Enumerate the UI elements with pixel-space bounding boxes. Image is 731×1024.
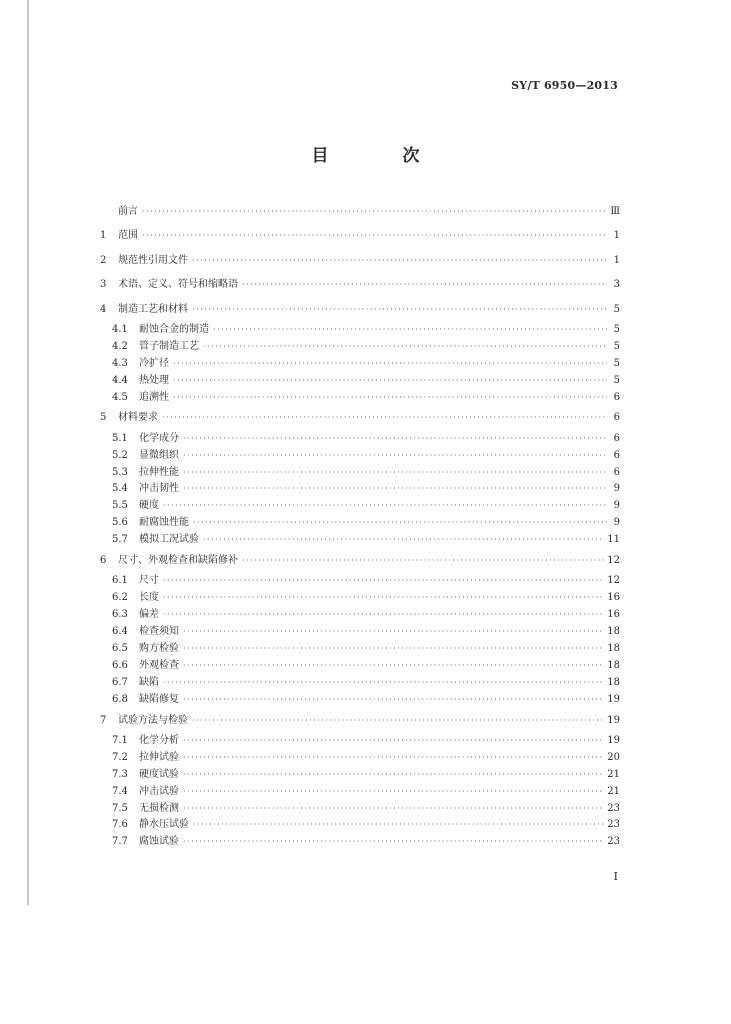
- toc-entry-label: 拉伸试验: [139, 751, 179, 763]
- dot-leader: [163, 498, 607, 515]
- toc-entry-page: 19: [607, 714, 620, 726]
- toc-entry-label: 硬度试验: [139, 768, 179, 780]
- toc-entry-page: 19: [607, 693, 620, 705]
- dot-leader: [203, 532, 604, 549]
- toc-entry[interactable]: [100, 750, 620, 767]
- dot-leader: [183, 784, 604, 801]
- toc-entry-number: 7.3: [112, 768, 128, 780]
- toc-entry-page: 6: [613, 466, 620, 478]
- toc-entry-page: 3: [613, 279, 620, 291]
- toc-entry[interactable]: [100, 498, 620, 515]
- toc-entry[interactable]: [100, 709, 620, 733]
- toc-entry-page: 6: [613, 449, 620, 461]
- dot-leader: [163, 573, 604, 590]
- toc-entry-label: 长度: [139, 592, 159, 604]
- toc-entry-label: 制造工艺和材料: [118, 303, 188, 315]
- toc-entry-number: 7.7: [112, 836, 128, 848]
- toc-entry-label: 外观检查: [139, 659, 179, 671]
- toc-entry-page: 5: [613, 374, 620, 386]
- toc-entry-label: 模拟工况试验: [139, 534, 199, 546]
- dot-leader: [183, 641, 604, 658]
- toc-entry-number: 4.4: [112, 374, 128, 386]
- toc-entry-label: 追溯性: [139, 391, 169, 403]
- dot-leader: [242, 273, 607, 297]
- toc-entry-number: 5: [100, 412, 107, 424]
- toc-entry-page: 9: [613, 500, 620, 512]
- toc-entry[interactable]: [100, 298, 620, 322]
- toc-entry[interactable]: [100, 549, 620, 573]
- dot-leader: [193, 515, 607, 532]
- toc-entry-number: 4.5: [112, 391, 128, 403]
- toc-entry-number: 4.1: [112, 323, 128, 335]
- toc-entry[interactable]: [100, 448, 620, 465]
- toc-entry-label: 化学成分: [139, 432, 179, 444]
- toc-entry-label: 材料要求: [118, 412, 158, 424]
- toc-entry-number: 5.1: [112, 432, 128, 444]
- toc-entry-number: 6.8: [112, 693, 128, 705]
- toc-entry[interactable]: [100, 658, 620, 675]
- toc-entry-label: 范围: [118, 230, 138, 242]
- toc-entry-number: 7.1: [112, 734, 128, 746]
- toc-entry[interactable]: [100, 767, 620, 784]
- toc-entry-page: 23: [607, 836, 620, 848]
- toc-entry-number: 5.7: [112, 534, 128, 546]
- toc-entry-page: 23: [607, 819, 620, 831]
- page-edge: [27, 0, 29, 905]
- toc-entry[interactable]: [100, 641, 620, 658]
- toc-entry-number: 6.3: [112, 609, 128, 621]
- toc-entry-page: 6: [613, 391, 620, 403]
- toc-entry-label: 管子制造工艺: [139, 340, 199, 352]
- toc-entry-number: 5.2: [112, 449, 128, 461]
- toc-entry-page: 12: [607, 575, 620, 587]
- toc-entry-number: 6.2: [112, 592, 128, 604]
- toc-entry-number: 7: [100, 714, 107, 726]
- toc-entry-label: 前言: [118, 206, 138, 217]
- toc-entry-label: 冷扩径: [139, 357, 169, 369]
- toc-entry-page: 23: [607, 802, 620, 814]
- toc-entry[interactable]: [100, 515, 620, 532]
- toc-entry-page: 18: [607, 676, 620, 688]
- toc-entry-number: 7.6: [112, 819, 128, 831]
- dot-leader: [192, 249, 607, 273]
- toc-entry-page: 5: [613, 357, 620, 369]
- dot-leader: [183, 692, 604, 709]
- toc-entry-number: 7.2: [112, 751, 128, 763]
- toc-entry-label: 耐腐蚀性能: [139, 517, 189, 529]
- toc-entry-number: 7.5: [112, 802, 128, 814]
- dot-leader: [173, 390, 607, 407]
- table-of-contents: [100, 200, 620, 851]
- toc-entry-label: 化学分析: [139, 734, 179, 746]
- dot-leader: [183, 481, 607, 498]
- dot-leader: [213, 322, 607, 339]
- toc-entry-label: 购方检验: [139, 642, 179, 654]
- dot-leader: [183, 767, 604, 784]
- dot-leader: [183, 801, 604, 818]
- dot-leader: [183, 448, 607, 465]
- toc-entry-number: 5.4: [112, 483, 128, 495]
- toc-entry-page: 16: [607, 609, 620, 621]
- toc-entry-page: 18: [607, 659, 620, 671]
- toc-entry[interactable]: [100, 481, 620, 498]
- toc-entry[interactable]: [100, 200, 620, 224]
- toc-entry-label: 尺寸: [139, 575, 159, 587]
- toc-entry-number: 4: [100, 303, 107, 315]
- toc-entry[interactable]: [100, 834, 620, 851]
- toc-entry[interactable]: [100, 249, 620, 273]
- toc-entry-label: 显微组织: [139, 449, 179, 461]
- toc-entry[interactable]: [100, 624, 620, 641]
- standard-code: SY/T 6950—2013: [511, 79, 618, 92]
- toc-entry-page: 5: [613, 340, 620, 352]
- toc-entry-label: 冲击韧性: [139, 483, 179, 495]
- toc-entry-page: 11: [607, 534, 620, 546]
- toc-entry[interactable]: [100, 532, 620, 549]
- toc-entry-label: 硬度: [139, 500, 159, 512]
- toc-entry-label: 试验方法与检验: [118, 714, 188, 726]
- toc-entry[interactable]: [100, 273, 620, 297]
- toc-entry[interactable]: [100, 373, 620, 390]
- page-number: I: [613, 870, 618, 883]
- dot-leader: [183, 624, 604, 641]
- toc-entry-page: 6: [613, 432, 620, 444]
- dot-leader: [183, 658, 604, 675]
- toc-entry-page: 1: [613, 254, 620, 266]
- toc-entry-label: 偏差: [139, 609, 159, 621]
- toc-entry-page: 5: [613, 303, 620, 315]
- toc-entry-number: 5.6: [112, 517, 128, 529]
- toc-entry[interactable]: [100, 573, 620, 590]
- dot-leader: [203, 339, 607, 356]
- toc-entry[interactable]: [100, 817, 620, 834]
- toc-entry[interactable]: [100, 465, 620, 482]
- toc-entry-label: 腐蚀试验: [139, 836, 179, 848]
- dot-leader: [183, 465, 607, 482]
- toc-entry-label: 无损检测: [139, 802, 179, 814]
- toc-entry[interactable]: [100, 390, 620, 407]
- toc-entry-number: 6.7: [112, 676, 128, 688]
- toc-entry-label: 规范性引用文件: [118, 254, 188, 266]
- dot-leader: [163, 675, 604, 692]
- toc-entry-label: 检查须知: [139, 626, 179, 638]
- toc-entry[interactable]: [100, 692, 620, 709]
- dot-leader: [173, 356, 607, 373]
- toc-entry-page: 1: [613, 230, 620, 242]
- dot-leader: [183, 834, 604, 851]
- toc-entry-page: 18: [607, 626, 620, 638]
- toc-entry[interactable]: [100, 339, 620, 356]
- toc-entry-number: 1: [100, 230, 107, 242]
- toc-entry-number: 6: [100, 555, 107, 567]
- toc-entry-page: Ⅲ: [610, 206, 620, 217]
- toc-entry-label: 尺寸、外观检查和缺陷修补: [118, 555, 238, 567]
- dot-leader: [173, 373, 607, 390]
- toc-entry-page: 18: [607, 642, 620, 654]
- toc-entry[interactable]: [100, 431, 620, 448]
- dot-leader: [192, 709, 604, 733]
- toc-entry-label: 热处理: [139, 374, 169, 386]
- toc-entry-label: 缺陷: [139, 676, 159, 688]
- toc-entry[interactable]: [100, 224, 620, 248]
- toc-entry-page: 21: [607, 768, 620, 780]
- toc-entry-number: 6.4: [112, 626, 128, 638]
- toc-entry-page: 21: [607, 785, 620, 797]
- toc-entry-number: 7.4: [112, 785, 128, 797]
- toc-entry-number: 6.1: [112, 575, 128, 587]
- toc-entry-number: 5.3: [112, 466, 128, 478]
- toc-entry[interactable]: [100, 733, 620, 750]
- toc-entry[interactable]: [100, 590, 620, 607]
- dot-leader: [193, 817, 604, 834]
- toc-entry-page: 6: [613, 412, 620, 424]
- toc-entry[interactable]: [100, 675, 620, 692]
- toc-entry-label: 耐蚀合金的制造: [139, 323, 209, 335]
- toc-entry[interactable]: [100, 356, 620, 373]
- dot-leader: [142, 224, 607, 248]
- dot-leader: [183, 733, 604, 750]
- toc-entry-number: 5.5: [112, 500, 128, 512]
- toc-entry-page: 9: [613, 517, 620, 529]
- toc-entry-number: 6.5: [112, 642, 128, 654]
- toc-entry-label: 静水压试验: [139, 819, 189, 831]
- toc-entry-page: 5: [613, 323, 620, 335]
- toc-entry[interactable]: [100, 322, 620, 339]
- toc-entry-label: 拉伸性能: [139, 466, 179, 478]
- toc-entry[interactable]: [100, 406, 620, 430]
- toc-title: 目 次: [311, 146, 454, 166]
- toc-entry[interactable]: [100, 607, 620, 624]
- toc-entry-label: 缺陷修复: [139, 693, 179, 705]
- dot-leader: [163, 607, 604, 624]
- dot-leader: [183, 431, 607, 448]
- dot-leader: [192, 298, 607, 322]
- dot-leader: [142, 200, 607, 224]
- dot-leader: [163, 590, 604, 607]
- toc-entry-number: 4.3: [112, 357, 128, 369]
- toc-entry-number: 6.6: [112, 659, 128, 671]
- toc-entry-page: 12: [607, 555, 620, 567]
- toc-entry-label: 冲击试验: [139, 785, 179, 797]
- toc-entry-number: 4.2: [112, 340, 128, 352]
- toc-entry-page: 19: [607, 734, 620, 746]
- toc-entry-page: 20: [607, 751, 620, 763]
- dot-leader: [183, 750, 604, 767]
- toc-entry-label: 术语、定义、符号和缩略语: [118, 279, 238, 291]
- dot-leader: [242, 549, 604, 573]
- dot-leader: [162, 406, 607, 430]
- toc-entry-number: 2: [100, 254, 107, 266]
- toc-entry-number: 3: [100, 279, 107, 291]
- toc-entry[interactable]: [100, 784, 620, 801]
- toc-entry[interactable]: [100, 801, 620, 818]
- toc-entry-page: 16: [607, 592, 620, 604]
- toc-entry-page: 9: [613, 483, 620, 495]
